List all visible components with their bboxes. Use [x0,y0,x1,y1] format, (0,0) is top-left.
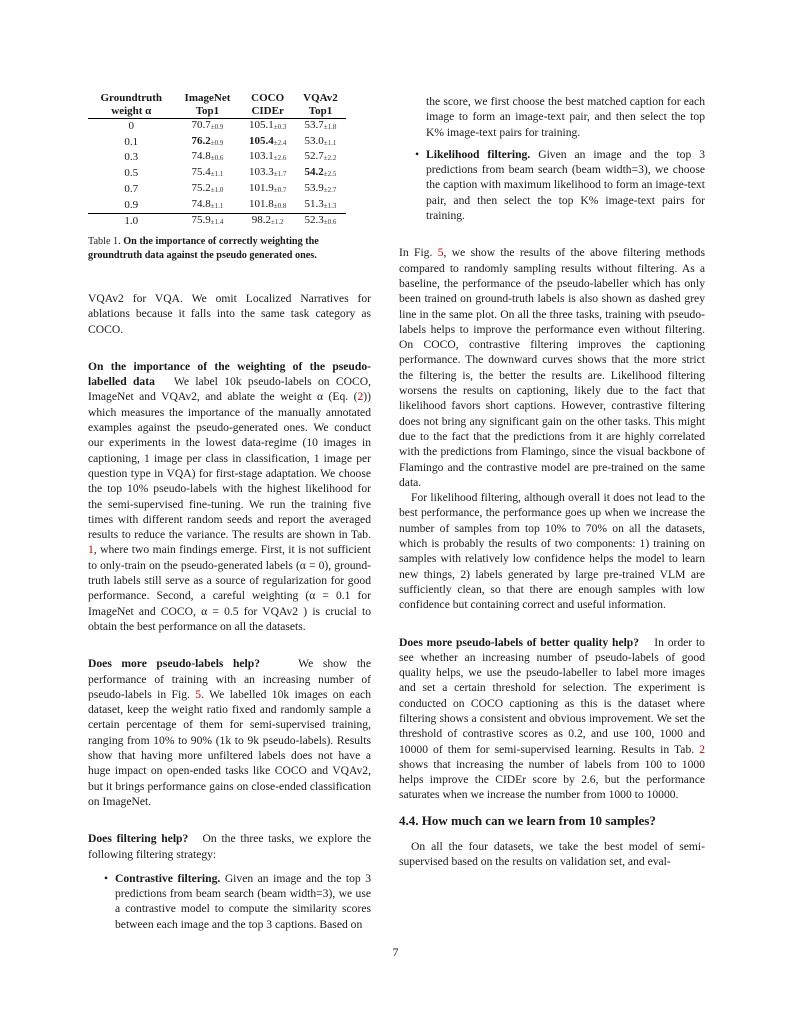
table-cell: $103.1_{\pm 2.6}$ [248,150,287,163]
table-cell: $51.3_{\pm 1.3}$ [304,197,337,210]
th-vqav2: VQAv2 [303,92,338,104]
th-weight: weight α [88,105,175,119]
ref-tab-1[interactable]: 1 [88,543,94,557]
table-cell: $75.4_{\pm 1.1}$ [191,166,224,179]
th-groundtruth: Groundtruth [100,92,163,104]
section-title-4-4: 4.4. How much can we learn from 10 samples? [399,812,656,828]
table-cell: $75.2_{\pm 1.0}$ [191,181,224,194]
table-cell: $53.9_{\pm 2.7}$ [304,181,337,194]
table-row [88,198,346,214]
table-cell: $98.2_{\pm 1.2}$ [240,214,295,230]
ref-fig-5[interactable]: 5 [195,687,202,701]
table-cell: 0.1 [124,135,139,148]
paragraph-likelihood: For likelihood filtering, although overall it does not lead to the best performance, the performance goes up when we increase the number of samples from top 10% to 70% on all the datasets, which is probably the results of two components: 1) training on samples with relatively low confidence helps the model to learn new things, 2) labels generated by large pre-trained VLM are sufficiently clean, so that there are enough samples with low confidence but containing correct and useful information. [399,491,705,612]
table-cell: 1.0 [88,214,175,230]
paragraph-weighting: On the importance of the weighting of the pseudo-labelled data We label 10k pseudo-labels on COCO, ImageNet and VQAv2, and ablate the weight α (Eq. (2)) which measures the importance of the manually annotated examples against the pseudo-generated ones. We conduct our experiments in the lowest data-regime (10 images in captioning, 1 image per class in classification, 1 image per question type in VQA) for first-stage adaptation. We choose the top 10% pseudo-labels with the highest likelihood for the semi-supervised fine-tuning. We run the training five times with different random seeds and report the averaged results to reduce the variance. The results are shown in Tab. 1, where two main findings emerge. First, it is not sufficient to only-train on the pseudo-generated labels (α = 0), ground-truth labels still serve as a source of regularization for good performance. Second, a careful weighting (α = 0.1 for ImageNet and COCO, α = 0.5 for VQAv2 ) is crucial to obtain the best performance on all the datasets. [88,359,372,633]
ref-fig-5b[interactable]: 5 [437,246,444,260]
table-cell: $74.8_{\pm 0.6}$ [191,150,224,163]
table-cell: $70.7_{\pm 0.9}$ [191,119,224,131]
heading-quality: Does more pseudo-labels of better quality help? [399,635,640,649]
paragraph-quality: Does more pseudo-labels of better quality help? In order to see whether an increasing number of pseudo-labels of good quality helps, we use the pseudo-labeller to label more images and set a certain threshold for selection. The experiment is conducted on COCO captioning as this is the dataset where filtering shows a consistent and obvious improvement. We set the threshold of contrastive scores as 0.2, and use 100, 1000 and 10000 of them for semi-supervised learning. Results in Tab. 2 shows that increasing the number of labels from 100 to 1000 helps improve the CIDEr score by 2.6, but the performance saturates when we increase the number from 1000 to 10000. [399,635,705,802]
th-coco: COCO [251,92,285,104]
table-caption: Table 1. On the importance of correctly weighting the groundtruth data against the pseudo generated ones. [88,236,319,261]
th-top1-b: Top1 [295,105,346,119]
table-cell: 0.5 [124,167,139,180]
list-item-contrastive-cont: the score, we first choose the best matched caption for each image to form an image-text pair, and then select the top K% image-text pairs for training. [426,95,705,139]
table-cell: 0.3 [124,151,139,164]
table-row [88,119,346,135]
heading-more-pseudo-labels: Does more pseudo-labels help? [88,657,261,671]
paragraph-vqav2: VQAv2 for VQA. We omit Localized Narratives for ablations because it falls into the same task category as COCO. [88,292,371,336]
table-cell: 0 [128,120,135,132]
table-cell: 0.7 [124,182,139,195]
table-row [88,214,346,230]
table-row [88,166,346,182]
table-cell: $101.8_{\pm 0.8}$ [248,197,287,210]
table-cell: $103.3_{\pm 1.7}$ [248,166,287,179]
filtering-list-cont [399,94,705,223]
table-row [88,182,346,198]
heading-weighting: On the importance of the weighting of the pseudo-labelled data [88,359,371,389]
table-cell: $75.9_{\pm 1.4}$ [175,214,241,230]
left-column [88,291,371,932]
right-column [399,94,705,869]
table-cell: $76.2_{\pm 0.9}$ [191,134,224,147]
ref-eq-2[interactable]: 2 [357,390,364,404]
page-number: 7 [392,945,399,959]
table-cell: $53.7_{\pm 1.8}$ [304,119,337,131]
bullet-icon: • [104,871,109,885]
th-imagenet: ImageNet [184,92,231,104]
paragraph-more-pseudo-labels: Does more pseudo-labels help? We show the performance of training with an increasing number of pseudo-labels in Fig. 5. We labelled 10k images on each dataset, keep the weight ratio fixed and randomly sample a certain percentage of them for semi-supervised training, ranging from 10% to 90% (1k to 9k pseudo-labels). Results show that having more unfiltered labels does not have a huge impact on open-ended tasks like COCO and VQAv2, but it brings performance gains on close-ended classification on ImageNet. [88,657,372,808]
th-top1-a: Top1 [175,105,241,119]
paragraph-filtering: Does filtering help? On the three tasks, we explore the following filtering strategy: [88,832,372,861]
table-row [88,150,346,166]
list-item-contrastive: • Contrastive filtering. Given an image and the top 3 predictions from beam search (beam width=3), we use a contrastive model to compute the similarity scores between each image and the top 3 captions. Based on [104,871,371,931]
table-cell: $53.0_{\pm 1.1}$ [304,134,337,147]
heading-filtering: Does filtering help? [88,832,189,846]
table-cell: $52.3_{\pm 0.6}$ [295,214,346,230]
table-cell: $105.4_{\pm 2.4}$ [248,134,287,147]
th-cider: CIDEr [240,105,295,119]
table-cell: $101.9_{\pm 0.7}$ [248,181,287,194]
paragraph-10-samples: On all the four datasets, we take the best model of semi-supervised based on the results on validation set, and eval- [399,839,705,869]
table-row [88,135,346,151]
table-cell: $105.1_{\pm 0.3}$ [248,119,287,131]
bullet-icon: • [415,147,420,161]
table-cell: $52.7_{\pm 2.2}$ [304,150,337,163]
ref-tab-2[interactable]: 2 [699,742,705,756]
paragraph-filter-results: In Fig. 5, we show the results of the above filtering methods compared to randomly sampling results without filtering. As a baseline, the performance of the pseudo-labeller which has only been trained on ground-truth labels is also shown as dashed grey line in the same plot. On all the three tasks, training with pseudo-labels helps to improve the performance even without filtering. On COCO, contrastive filtering improves the captioning performance. The downward curves shows that the more strict the filtering is, the better the results are. Likelihood filtering worsens the results on captioning, likely due to the fact that likelihood favors short captions. However, contrastive filtering does not bring any significant gain on the other tasks. This might due to the fact that the predictions from it are highly correlated with the predictions from Flamingo, since the visual backbone of Flamingo and the contrastive model are pre-trained on the same data. [399,246,705,489]
table-cell: $74.8_{\pm 1.1}$ [191,197,224,210]
filtering-list [88,871,371,932]
table-cell: $54.2_{\pm 2.5}$ [304,166,337,179]
list-item-likelihood: • Likelihood filtering. Given an image and the top 3 predictions from beam search (beam width=3), we choose the caption with maximum likelihood to form an image-text pair, and then select the top K% image-text pairs for training. [415,147,705,223]
table-cell: 0.9 [124,198,139,211]
results-table [88,92,346,230]
